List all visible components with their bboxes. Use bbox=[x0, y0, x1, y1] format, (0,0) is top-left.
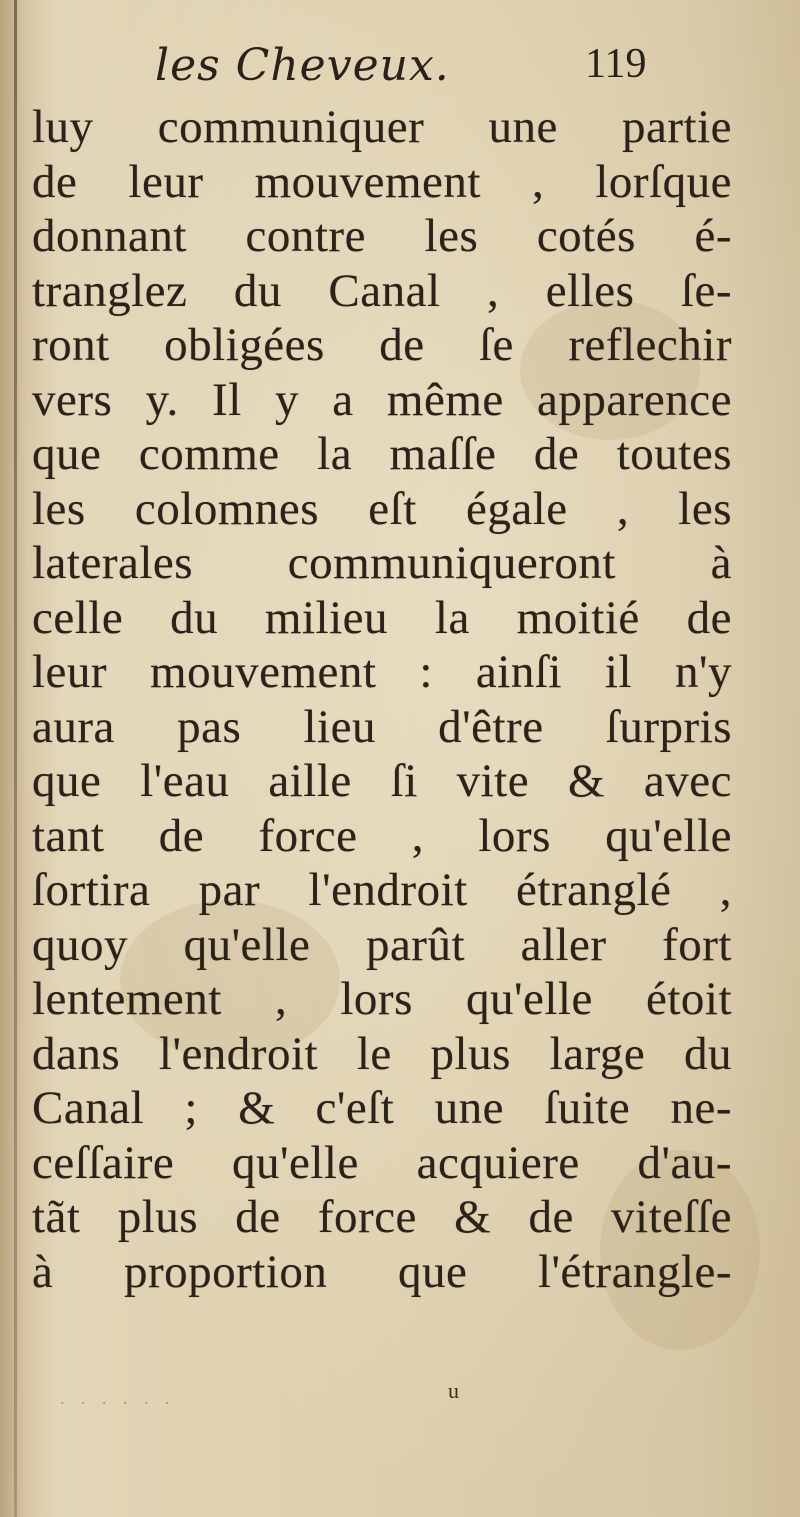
show-through-marks: . . . . . . bbox=[60, 1388, 176, 1408]
text-line: tant de force , lors qu'elle bbox=[32, 809, 732, 862]
text-line: les colomnes eſt égale , les bbox=[32, 482, 732, 535]
text-line: que l'eau aille ſi vite & avec bbox=[32, 755, 732, 807]
text-line: luy communiquer une partie bbox=[32, 101, 732, 153]
text-line: Canal ; & c'eſt une ſuite ne- bbox=[32, 1082, 732, 1134]
text-line: tãt plus de force & de viteſſe bbox=[32, 1191, 732, 1243]
body-text bbox=[32, 100, 732, 1299]
text-line: de leur mouvement , lorſque bbox=[32, 155, 732, 208]
text-line: leur mouvement : ainſi il n'y bbox=[32, 646, 732, 698]
text-line: à proportion que l'étrangle- bbox=[32, 1245, 732, 1298]
text-line: que comme la maſſe de toutes bbox=[32, 428, 732, 480]
page-number: 119 bbox=[585, 41, 647, 87]
text-line: ſortira par l'endroit étranglé , bbox=[32, 864, 732, 916]
text-line: quoy qu'elle parût aller fort bbox=[32, 918, 732, 971]
text-line: laterales communiqueront à bbox=[32, 537, 732, 589]
text-line: dans l'endroit le plus large du bbox=[32, 1027, 732, 1080]
text-line: donnant contre les cotés é- bbox=[32, 210, 732, 262]
text-line: lentement , lors qu'elle étoit bbox=[32, 973, 732, 1025]
text-line: ront obligées de ſe reflechir bbox=[32, 319, 732, 371]
text-line: celle du milieu la moitié de bbox=[32, 591, 732, 644]
running-title: les Cheveux. bbox=[155, 40, 450, 91]
signature-mark: u bbox=[448, 1378, 459, 1403]
text-line: aura pas lieu d'être ſurpris bbox=[32, 700, 732, 753]
text-line: tranglez du Canal , elles ſe- bbox=[32, 264, 732, 317]
running-head bbox=[0, 40, 800, 100]
gutter-edge bbox=[14, 0, 17, 1517]
text-line: ceſſaire qu'elle acquiere d'au- bbox=[32, 1136, 732, 1189]
text-line: vers y. Il y a même apparence bbox=[32, 373, 732, 426]
